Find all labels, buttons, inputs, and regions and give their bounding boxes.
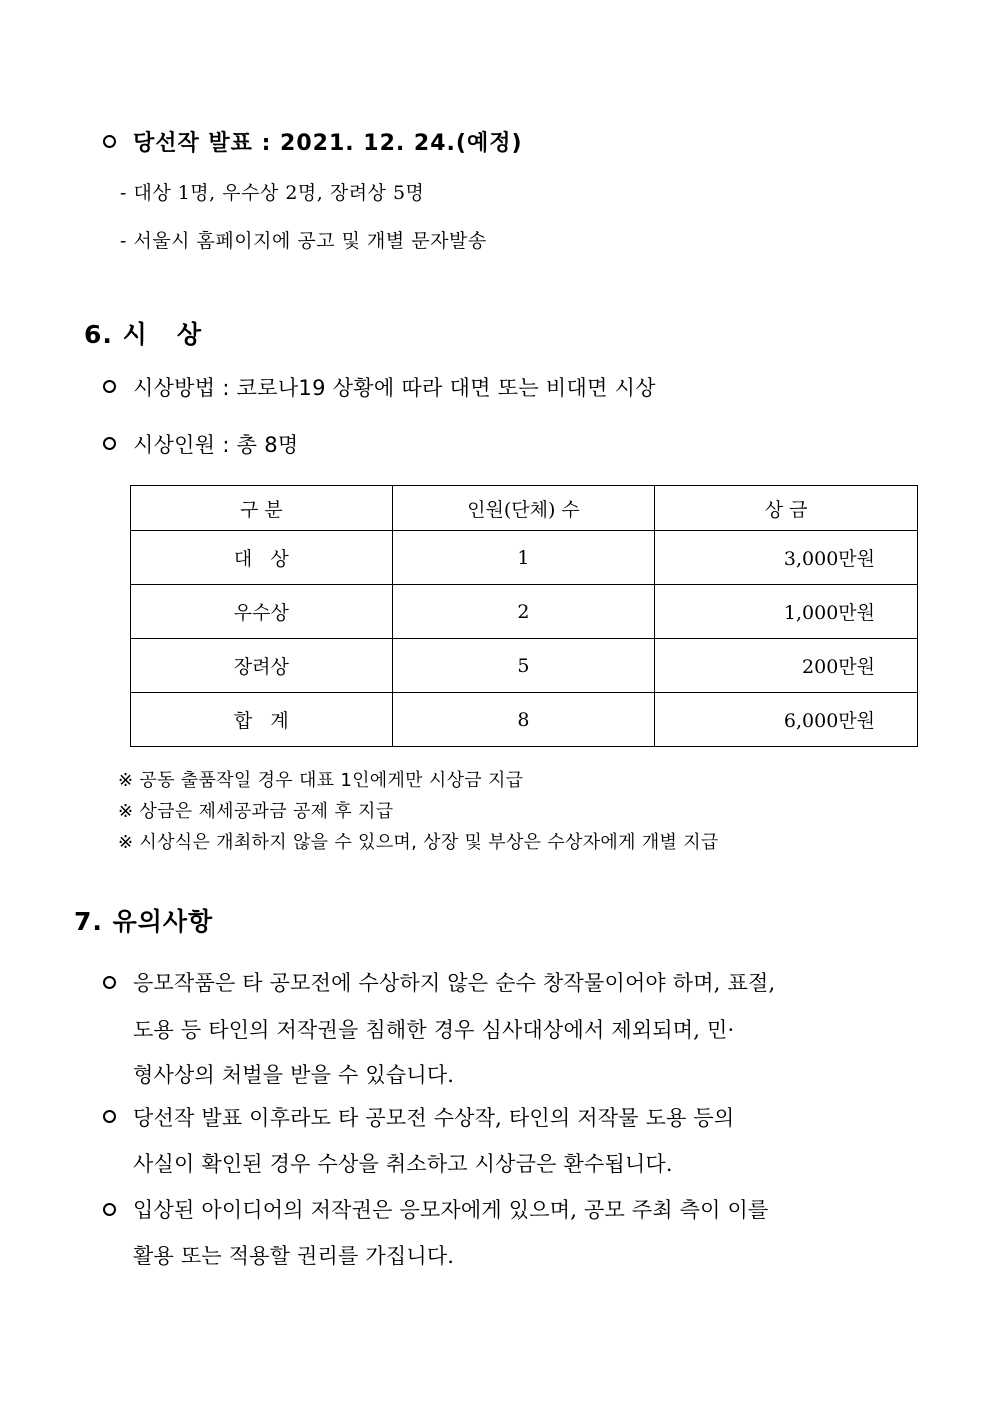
table-header: 인원(단체) 수	[392, 486, 655, 531]
bullet-circle-icon	[103, 135, 116, 148]
section-7-heading: 7. 유의사항	[74, 907, 214, 936]
award-table	[130, 485, 918, 747]
announcement-title: 당선작 발표 : 2021. 12. 24.(예정)	[133, 131, 523, 156]
announcement-detail: - 대상 1명, 우수상 2명, 장려상 5명	[120, 182, 425, 204]
table-cell-prize: 3,000만원	[655, 531, 918, 585]
note-line: ※ 공동 출품작일 경우 대표 1인에게만 시상금 지급	[118, 770, 524, 791]
table-cell-category: 장려상	[131, 639, 393, 693]
notice-line: 형사상의 처벌을 받을 수 있습니다.	[133, 1063, 455, 1087]
notice-line: 응모작품은 타 공모전에 수상하지 않은 순수 창작물이어야 하며, 표절,	[133, 971, 776, 995]
table-header: 상 금	[655, 486, 918, 531]
announcement-detail: - 서울시 홈페이지에 공고 및 개별 문자발송	[120, 230, 487, 252]
table-cell-category: 우수상	[131, 585, 393, 639]
table-cell-prize: 1,000만원	[655, 585, 918, 639]
table-cell-prize: 200만원	[655, 639, 918, 693]
table-row	[131, 585, 918, 639]
table-cell-count: 2	[392, 585, 655, 639]
table-cell-category: 대 상	[131, 531, 393, 585]
table-header-row	[131, 486, 918, 531]
award-count: 시상인원 : 총 8명	[133, 433, 299, 457]
table-row	[131, 693, 918, 747]
notice-line: 입상된 아이디어의 저작권은 응모자에게 있으며, 공모 주최 측이 이를	[133, 1198, 769, 1222]
note-line: ※ 시상식은 개최하지 않을 수 있으며, 상장 및 부상은 수상자에게 개별 지급	[118, 832, 719, 853]
note-line: ※ 상금은 제세공과금 공제 후 지급	[118, 801, 394, 822]
notice-line: 활용 또는 적용할 권리를 가집니다.	[133, 1244, 455, 1268]
bullet-circle-icon	[103, 380, 116, 393]
bullet-circle-icon	[103, 1110, 116, 1123]
table-cell-prize: 6,000만원	[655, 693, 918, 747]
table-header: 구 분	[131, 486, 393, 531]
bullet-circle-icon	[103, 437, 116, 450]
table-cell-count: 1	[392, 531, 655, 585]
table-row	[131, 639, 918, 693]
table-cell-count: 8	[392, 693, 655, 747]
notice-line: 사실이 확인된 경우 수상을 취소하고 시상금은 환수됩니다.	[133, 1152, 673, 1176]
table-row	[131, 531, 918, 585]
notice-line: 도용 등 타인의 저작권을 침해한 경우 심사대상에서 제외되며, 민·	[133, 1018, 735, 1042]
award-method: 시상방법 : 코로나19 상황에 따라 대면 또는 비대면 시상	[133, 376, 656, 400]
table-cell-category: 합 계	[131, 693, 393, 747]
bullet-circle-icon	[103, 976, 116, 989]
section-6-heading: 6. 시 상	[84, 320, 203, 349]
notice-line: 당선작 발표 이후라도 타 공모전 수상작, 타인의 저작물 도용 등의	[133, 1106, 735, 1130]
table-cell-count: 5	[392, 639, 655, 693]
bullet-circle-icon	[103, 1203, 116, 1216]
